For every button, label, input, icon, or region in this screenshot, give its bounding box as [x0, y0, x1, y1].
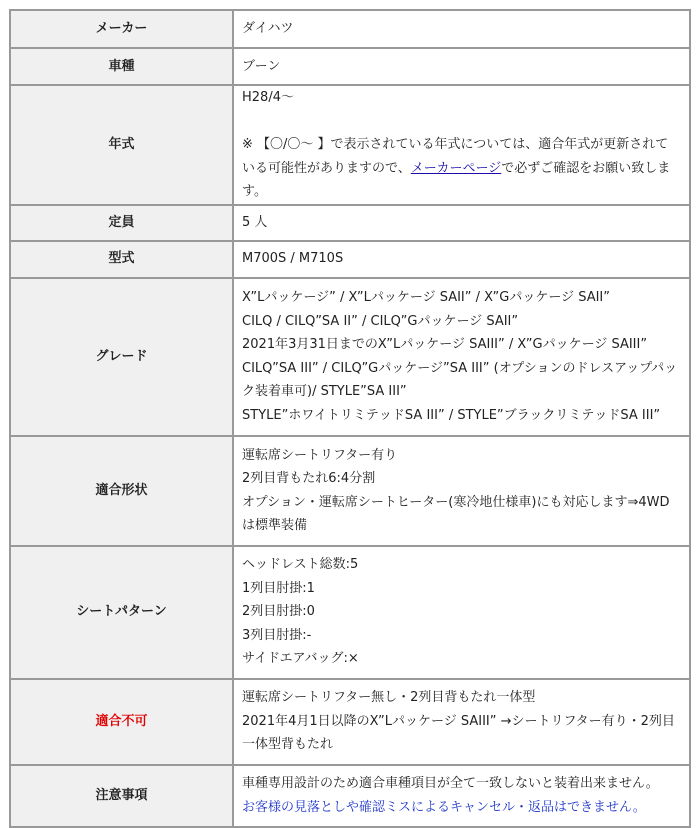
label-grade: グレード — [10, 278, 233, 436]
label-type: 型式 — [10, 241, 233, 278]
row-model — [10, 48, 690, 85]
label-model: 車種 — [10, 48, 233, 85]
row-notes — [10, 765, 690, 827]
row-year — [10, 85, 690, 205]
value-grade — [233, 278, 690, 436]
fit-shape-line: 2列目背もたれ6:4分割 — [242, 471, 376, 486]
seat-pattern-line: 2列目肘掛:0 — [242, 604, 315, 620]
label-year: 年式 — [10, 85, 233, 205]
year-note-tail: で必ずご確認をお願い致します。 — [242, 160, 671, 199]
spec-table — [9, 9, 691, 828]
row-maker — [10, 10, 690, 48]
grade-line: X”Lパッケージ” / X”Lパッケージ SAII” / X”Gパッケージ SAII” — [242, 290, 610, 305]
value-fit-shape — [233, 436, 690, 546]
not-compatible-line: 2021年4月1日以降のX”Lパッケージ SAIII” →シートリフター有り・2列目一体型背もたれ — [242, 713, 675, 753]
label-fit-shape: 適合形状 — [10, 436, 233, 546]
capacity-text: 5 人 — [242, 214, 268, 230]
row-not-compatible — [10, 679, 690, 765]
value-type — [233, 241, 690, 278]
year-note-text: ※ 【〇/〇～ 】で表示されている年式については、適合年式が更新されている可能性がありますので、 — [242, 137, 669, 176]
label-capacity: 定員 — [10, 205, 233, 241]
seat-pattern-line: 3列目肘掛:- — [242, 627, 312, 643]
value-not-compatible — [233, 679, 690, 765]
seat-pattern-line: ヘッドレスト総数:5 — [242, 557, 359, 573]
row-grade — [10, 278, 690, 436]
model-text: ブーン — [242, 58, 281, 74]
value-maker — [233, 10, 690, 48]
value-model — [233, 48, 690, 85]
seat-pattern-line: 1列目肘掛:1 — [242, 580, 315, 596]
grade-line: CILQ”SA III” / CILQ”Gパッケージ”SA III” (オプションのドレスアップパック装着車可)/ STYLE”SA III” — [242, 360, 678, 399]
label-notes: 注意事項 — [10, 765, 233, 827]
grade-line: STYLE”ホワイトリミテッドSA III” / STYLE”ブラックリミテッドSA III” — [242, 407, 661, 423]
seat-pattern-line: サイドエアバッグ:× — [242, 651, 359, 667]
grade-line: CILQ / CILQ”SA II” / CILQ”Gパッケージ SAII” — [242, 313, 519, 329]
grade-line: 2021年3月31日までのX”Lパッケージ SAIII” / X”Gパッケージ SAIII” — [242, 337, 648, 352]
year-note — [242, 133, 681, 204]
year-spacer — [242, 110, 681, 134]
label-seat-pattern: シートパターン — [10, 546, 233, 679]
notes-line: 車種専用設計のため適合車種項目が全て一致しないと装着出来ません。 — [242, 776, 659, 791]
row-seat-pattern — [10, 546, 690, 679]
maker-page-link[interactable]: メーカーページ — [410, 160, 502, 176]
value-capacity — [233, 205, 690, 241]
not-compatible-line: 運転席シートリフター無し・2列目背もたれ一体型 — [242, 690, 536, 706]
year-text: H28/4～ — [242, 90, 294, 105]
maker-text: ダイハツ — [242, 21, 294, 37]
notes-warning-line: お客様の見落としや確認ミスによるキャンセル・返品はできません。 — [242, 799, 646, 815]
value-year — [233, 85, 690, 205]
row-capacity — [10, 205, 690, 241]
label-not-compatible: 適合不可 — [10, 679, 233, 765]
value-notes — [233, 765, 690, 827]
value-seat-pattern — [233, 546, 690, 679]
fit-shape-line: 運転席シートリフター有り — [242, 447, 398, 463]
type-text: M700S / M710S — [242, 251, 344, 267]
row-fit-shape — [10, 436, 690, 546]
label-maker: メーカー — [10, 10, 233, 48]
fit-shape-line: オプション・運転席シートヒーター(寒冷地仕様車)にも対応します⇒4WDは標準装備 — [242, 494, 670, 533]
row-type — [10, 241, 690, 278]
